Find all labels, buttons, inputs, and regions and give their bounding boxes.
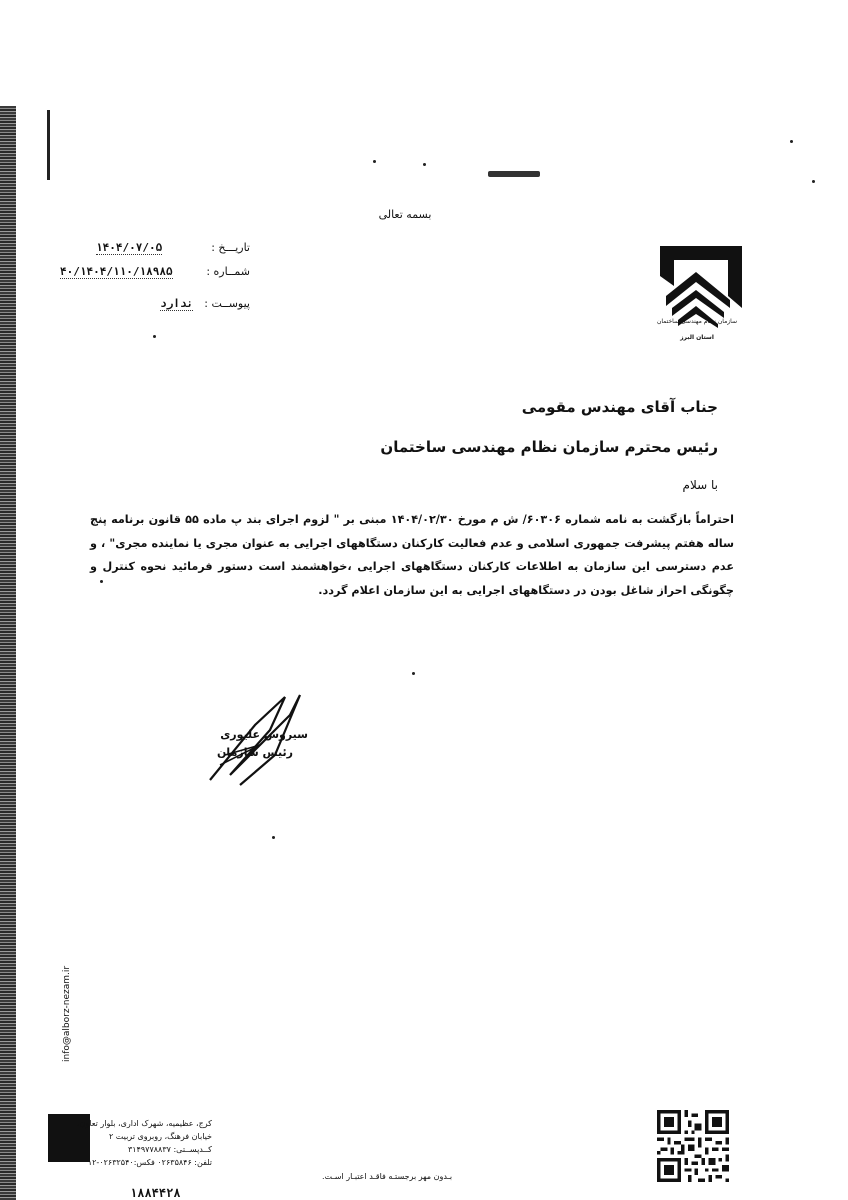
logo-caption: سازمان نظام مهندسی ساختمان — [656, 318, 738, 325]
speck — [423, 163, 426, 166]
footer-address-line: کرج، عظیمیه، شهرک اداری، بلوار تعاون، — [77, 1119, 212, 1128]
scan-margin-line — [47, 110, 50, 180]
organization-logo-icon — [650, 236, 746, 346]
speck — [153, 335, 156, 338]
greeting: با سلام — [682, 478, 718, 492]
number-label: شمــاره : — [206, 265, 250, 278]
attachment-value: ندارد — [160, 297, 194, 310]
logo-province: استان البرز — [680, 334, 714, 341]
speck — [790, 140, 793, 143]
stamp-validity-note: بـدون مهر برجستـه فاقـد اعتبـار اسـت. — [322, 1172, 453, 1181]
speck — [272, 836, 275, 839]
number-value: ۴۰/۱۴۰۴/۱۱۰/۱۸۹۸۵ — [60, 265, 173, 278]
speck — [373, 160, 376, 163]
addressee-name: جناب آقای مهندس مقومی — [521, 398, 718, 416]
signatory-title: رئیس سازمان — [217, 746, 293, 759]
scan-edge — [0, 106, 16, 1200]
speck — [812, 180, 815, 183]
footer-address-line: خیابان فرهنگ، روبروی تربیت ۲ — [108, 1132, 212, 1141]
date-value: ۱۴۰۴/۰۷/۰۵ — [96, 241, 163, 254]
date-row — [40, 241, 250, 259]
number-row — [40, 265, 250, 283]
letter-body: احتراماً بازگشت به نامه شماره ۶۰۳۰۶/ ش م مورخ ۱۴۰۴/۰۲/۳۰ مبنی بر " لزوم اجرای بند پ ماده ۵۵ قانون برنامه پنج ساله هفتم پیشرفت جمهوری اسلامی و عدم فعالیت کارکنان دستگاههای اجرایی به عنوان مجری یا نماینده مجری" ، و عدم دسترسی این سازمان به اطلاعات کارکنان دستگاههای اجرایی ،خواهشمند است دستور فرمائید نحوه کنترل و چگونگی احراز شاغل بودن در دستگاههای اجرایی به این سازمان اعلام گردد. — [90, 513, 734, 597]
footer-address — [77, 1117, 212, 1169]
footer-postal-code: کــدپســتی: ۳۱۴۹۷۷۸۸۳۷ — [127, 1145, 212, 1154]
date-label: تاریـــخ : — [211, 241, 250, 254]
bismillah-heading: بسمه تعالی — [378, 208, 432, 221]
addressee-title: رئیس محترم سازمان نظام مهندسی ساختمان — [380, 438, 718, 456]
signatory-name: سیروس علیوری — [220, 728, 308, 741]
qr-code-icon — [657, 1110, 729, 1182]
footer-serial-number: ۱۸۸۴۴۲۸ — [130, 1186, 181, 1200]
attachment-row — [40, 297, 250, 315]
side-email: info@alborz-nezam.ir — [62, 965, 72, 1062]
speck — [412, 672, 415, 675]
header-scribble — [488, 171, 540, 177]
attachment-label: پیوســت : — [204, 297, 250, 310]
footer-phone: تلفن: ۰۲۶۳۵۸۴۶ فکس:۰۲۶۳۲۵۴۰-۱۲ — [87, 1158, 212, 1167]
